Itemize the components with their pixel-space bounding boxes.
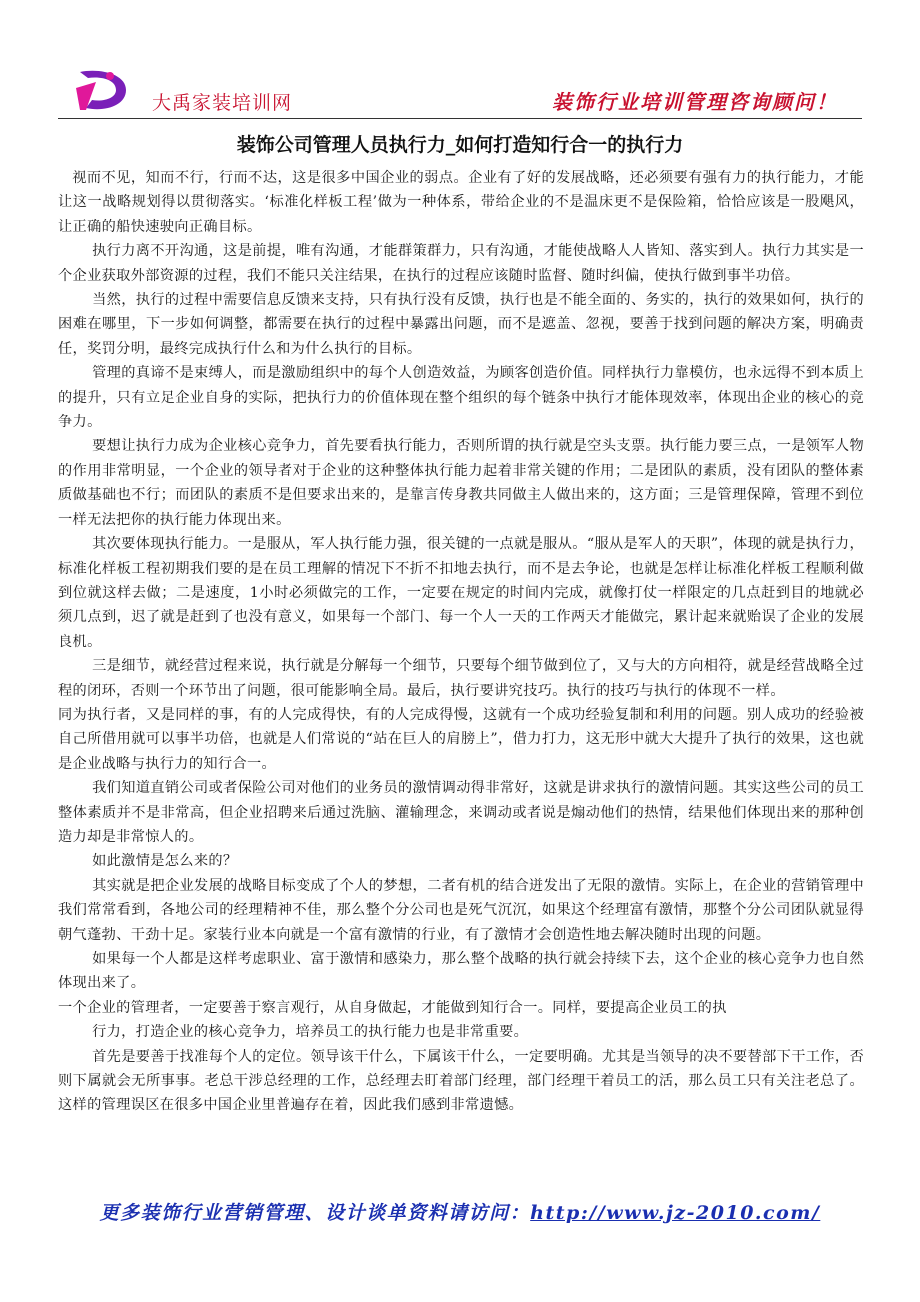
paragraph: 首先是要善于找准每个人的定位。领导该干什么，下属该干什么，一定要明确。尤其是当领导的决不要替部下干工作，否则下属就会无所事事。老总干涉总经理的工作，总经理去盯着部门经理，部门经理干着员工的活，那么员工只有关注老总了。这样的管理误区在很多中国企业里普遍存在着，因此我们感到非常遗憾。	[58, 1048, 864, 1114]
footer-link[interactable]: http://www.jz-2010.com/	[530, 1202, 821, 1224]
paragraph: 要想让执行力成为企业核心竞争力，首先要看执行能力，否则所谓的执行就是空头支票。执行能力要三点，一是领军人物的作用非常明显，一个企业的领导者对于企业的这种整体执行能力起着非常关键的作用；二是团队的素质，没有团队的整体素质做基础也不行；而团队的素质不是但要求出来的，是靠言传身教共同做主人做出来的，这方面；三是管理保障，管理不到位一样无法把你的执行能力体现出来。	[58, 438, 864, 528]
paragraph: 执行力离不开沟通，这是前提，唯有沟通，才能群策群力，只有沟通，才能使战略人人皆知、落实到人。执行力其实是一个企业获取外部资源的过程，我们不能只关注结果，在执行的过程应该随时监督、随时纠偏，使执行做到事半功倍。	[58, 243, 864, 284]
paragraph: 其次要体现执行能力。一是服从，军人执行能力强，很关键的一点就是服从。“服从是军人的天职”，体现的就是执行力，标准化样板工程初期我们要的是在员工理解的情况下不折不扣地去执行，而不是去争论，也就是怎样让标准化样板工程顺利做到位就这样去做；二是速度，1小时必须做完的工作，一定要在规定的时间内完成，就像打仗一样限定的几点赶到目的地就必须几点到，迟了就是赶到了也没有意义，如果每一个部门、每一个人一天的工作两天才能做完，累计起来就贻误了企业的发展良机。	[58, 536, 864, 650]
paragraph: 三是细节，就经营过程来说，执行就是分解每一个细节，只要每个细节做到位了，又与大的方向相符，就是经营战略全过程的闭环，否则一个环节出了问题，很可能影响全局。最后，执行要讲究技巧。执行的技巧与执行的体现不一样。	[58, 658, 864, 699]
site-name: 大禹家装培训网	[152, 92, 293, 114]
paragraph: 我们知道直销公司或者保险公司对他们的业务员的激情调动得非常好，这就是讲求执行的激情问题。其实这些公司的员工整体素质并不是非常高，但企业招聘来后通过洗脑、灌输理念，来调动或者说是煽动他们的热情，结果他们体现出来的那种创造力却是非常惊人的。	[58, 780, 864, 845]
paragraph: 如此激情是怎么来的？	[92, 853, 238, 870]
paragraph: 其实就是把企业发展的战略目标变成了个人的梦想，二者有机的结合迸发出了无限的激情。实际上，在企业的营销管理中我们常常看到，各地公司的经理精神不佳，那么整个分公司也是死气沉沉，如果这个经理富有激情，那整个分公司团队就显得朝气蓬勃、干劲十足。家装行业本向就是一个富有激情的行业，有了激情才会创造性地去解决随时出现的问题。	[58, 877, 864, 943]
paragraph: 视而不见，知而不行，行而不达，这是很多中国企业的弱点。企业有了好的发展战略，还必须要有强有力的执行能力，才能让这一战略规划得以贯彻落实。‘标准化样板工程’做为一种体系，带给企业的不是温床更不是保险箱，恰恰应该是一股飓风，让正确的船快速驶向正确目标。	[58, 170, 864, 235]
paragraph: 当然，执行的过程中需要信息反馈来支持，只有执行没有反馈，执行也是不能全面的、务实的，执行的效果如何，执行的困难在哪里，下一步如何调整，都需要在执行的过程中暴露出问题，而不是遮盖、忽视，要善于找到问题的解决方案，明确责任，奖罚分明，最终完成执行什么和为什么执行的目标。	[58, 292, 864, 357]
paragraph: 管理的真谛不是束缚人，而是激励组织中的每个人创造效益，为顾客创造价值。同样执行力靠模仿，也永远得不到本质上的提升，只有立足企业自身的实际，把执行力的价值体现在整个组织的每个链条中执行才能体现效率，体现出企业的核心的竞争力。	[58, 365, 864, 431]
paragraph: 行力，打造企业的核心竞争力，培养员工的执行能力也是非常重要。	[92, 1024, 529, 1041]
dayu-logo-icon	[70, 66, 132, 114]
paragraph: 如果每一个人都是这样考虑职业、富于激情和感染力，那么整个战略的执行就会持续下去，这个企业的核心竞争力也自然体现出来了。	[58, 951, 864, 992]
article-body	[58, 166, 864, 1118]
article-title: 装饰公司管理人员执行力_如何打造知行合一的执行力	[236, 134, 684, 156]
header-slogan: 装饰行业培训管理咨询顾问！	[552, 90, 838, 114]
footer-text: 更多装饰行业营销管理、设计谈单资料请访问：	[99, 1202, 531, 1224]
paragraph: 一个企业的管理者，一定要善于察言观行，从自身做起，才能做到知行合一。同样，要提高企业员工的执	[58, 999, 727, 1016]
page-header	[58, 62, 862, 119]
page-footer	[0, 1198, 920, 1225]
paragraph: 同为执行者，又是同样的事，有的人完成得快，有的人完成得慢，这就有一个成功经验复制和利用的问题。别人成功的经验被自己所借用就可以事半功倍，也就是人们常说的“站在巨人的肩膀上”，借力打力，这无形中就大大提升了执行的效果，这也就是企业战略与执行力的知行合一。	[58, 706, 864, 772]
